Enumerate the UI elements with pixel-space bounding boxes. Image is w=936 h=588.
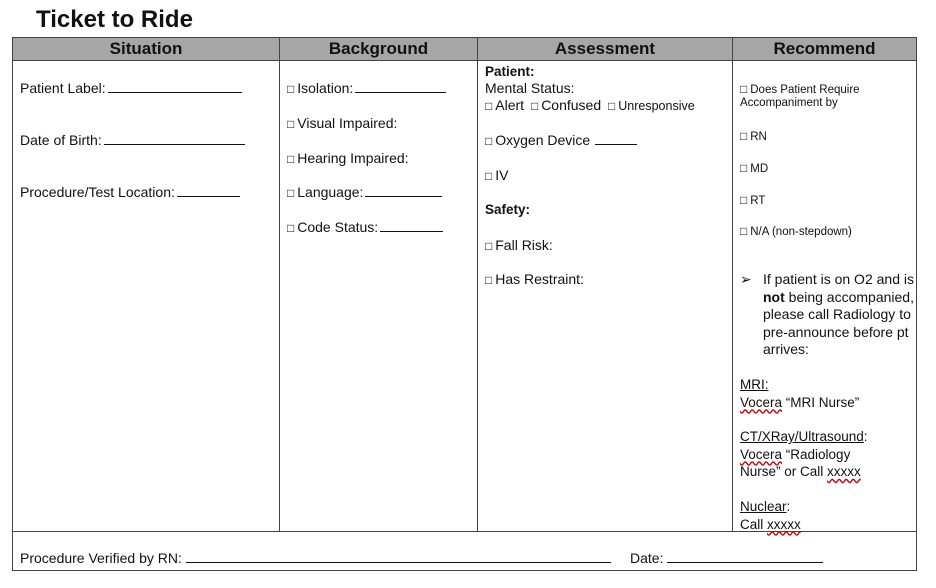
checkbox-icon[interactable]: □ (740, 193, 748, 207)
hearing-impaired-label: Hearing Impaired: (297, 150, 409, 166)
na-label: N/A (non-stepdown) (750, 226, 852, 238)
nuclear-call: Call (740, 516, 768, 532)
accompaniment-question-line2: Accompaniment by (740, 97, 838, 109)
page-title: Ticket to Ride (36, 6, 193, 33)
nuclear-contact (740, 498, 801, 533)
code-status-blank[interactable] (380, 219, 443, 232)
note-post: being accompanied, please call Radiology to pre-announce before pt arrives: (763, 288, 914, 357)
oxygen-device-label: Oxygen Device (495, 132, 591, 148)
note-pre: If patient is on O2 and is (763, 271, 914, 287)
background-column (280, 61, 478, 531)
location-field[interactable] (20, 184, 240, 200)
patient-label-label: Patient Label: (20, 80, 106, 96)
checkbox-icon[interactable]: □ (740, 129, 748, 143)
checkbox-icon[interactable]: □ (608, 99, 616, 113)
checkbox-icon[interactable]: □ (287, 117, 295, 131)
language-item[interactable] (287, 184, 442, 200)
checkbox-icon[interactable]: □ (485, 99, 493, 113)
header-recommend: Recommend (733, 38, 916, 61)
date-label: Date: (630, 550, 664, 566)
checkbox-icon[interactable]: □ (287, 221, 295, 235)
mental-status-options (485, 97, 695, 113)
footer-divider (13, 531, 916, 532)
date-field[interactable] (630, 550, 823, 566)
code-status-item[interactable] (287, 219, 443, 235)
note-bold: not (763, 288, 785, 305)
oxygen-device-item[interactable] (485, 132, 637, 148)
mri-contact-name: “MRI Nurse” (782, 394, 860, 410)
date-of-birth-blank[interactable] (104, 132, 245, 145)
recommend-column (733, 61, 916, 531)
checkbox-icon[interactable]: □ (287, 82, 295, 96)
md-label: MD (750, 163, 769, 175)
md-item[interactable] (740, 161, 768, 175)
nuclear-colon: : (786, 499, 791, 514)
restraint-label: Has Restraint: (495, 271, 584, 287)
language-label: Language: (297, 184, 364, 200)
verified-by-label: Procedure Verified by RN: (20, 550, 182, 566)
ct-vocera: Vocera (740, 446, 783, 462)
iv-label: IV (495, 167, 509, 183)
assessment-column (478, 61, 733, 531)
mri-vocera: Vocera (740, 394, 783, 410)
mri-contact (740, 376, 859, 411)
header-background: Background (280, 38, 478, 61)
na-item[interactable] (740, 224, 852, 238)
ct-contact-line2: Nurse” or Call (740, 464, 828, 479)
confused-option[interactable]: Confused (541, 97, 602, 113)
iv-item[interactable] (485, 167, 508, 183)
ct-contact-line1: “Radiology (782, 446, 851, 462)
isolation-label: Isolation: (297, 80, 354, 96)
alert-option[interactable]: Alert (495, 97, 525, 113)
oxygen-device-blank[interactable] (595, 132, 637, 145)
fall-risk-label: Fall Risk: (495, 237, 553, 253)
header-situation: Situation (13, 38, 280, 61)
safety-heading: Safety: (485, 202, 531, 217)
ct-contact (740, 428, 868, 481)
checkbox-icon[interactable]: □ (287, 152, 295, 166)
language-blank[interactable] (365, 184, 442, 197)
accompaniment-question[interactable] (740, 82, 860, 96)
fall-risk-item[interactable] (485, 237, 553, 253)
rt-label: RT (750, 195, 766, 207)
isolation-blank[interactable] (355, 80, 446, 93)
checkbox-icon[interactable]: □ (485, 134, 493, 148)
verified-by-field[interactable] (20, 550, 611, 566)
checkbox-icon[interactable]: □ (287, 186, 295, 200)
unresponsive-option[interactable]: Unresponsive (618, 99, 695, 113)
location-blank[interactable] (177, 184, 240, 197)
checkbox-icon[interactable]: □ (740, 161, 748, 175)
checkbox-icon[interactable]: □ (485, 273, 493, 287)
nuclear-number: xxxxx (767, 516, 801, 532)
restraint-item[interactable] (485, 271, 584, 287)
hearing-impaired-item[interactable] (287, 150, 409, 166)
ct-number: xxxxx (827, 464, 861, 479)
patient-label-blank[interactable] (108, 80, 242, 93)
arrow-bullet-icon: ➢ (740, 271, 752, 287)
date-of-birth-field[interactable] (20, 132, 245, 148)
visual-impaired-label: Visual Impaired: (297, 115, 398, 131)
sbar-form (12, 37, 917, 571)
isolation-item[interactable] (287, 80, 446, 96)
rt-item[interactable] (740, 193, 765, 207)
situation-column (13, 61, 280, 531)
date-of-birth-label: Date of Birth: (20, 132, 102, 148)
checkbox-icon[interactable]: □ (740, 82, 748, 96)
checkbox-icon[interactable]: □ (485, 239, 493, 253)
visual-impaired-item[interactable] (287, 115, 397, 131)
mri-heading: MRI: (740, 377, 769, 392)
code-status-label: Code Status: (297, 219, 379, 235)
patient-heading: Patient: (485, 64, 535, 79)
mental-status-label: Mental Status: (485, 80, 575, 96)
patient-label-field[interactable] (20, 80, 242, 96)
verified-by-blank[interactable] (186, 550, 611, 563)
date-blank[interactable] (667, 550, 823, 563)
checkbox-icon[interactable]: □ (740, 224, 748, 238)
ct-colon: : (863, 429, 868, 444)
nuclear-heading: Nuclear (740, 499, 787, 514)
rn-label: RN (750, 131, 767, 143)
location-label: Procedure/Test Location: (20, 184, 175, 200)
rn-item[interactable] (740, 129, 767, 143)
ct-heading: CT/XRay/Ultrasound (740, 429, 864, 444)
checkbox-icon[interactable]: □ (530, 99, 539, 113)
radiology-note-text (763, 271, 915, 359)
checkbox-icon[interactable]: □ (485, 169, 493, 183)
header-assessment: Assessment (478, 38, 733, 61)
accompaniment-question-line1: Does Patient Require (750, 84, 860, 96)
